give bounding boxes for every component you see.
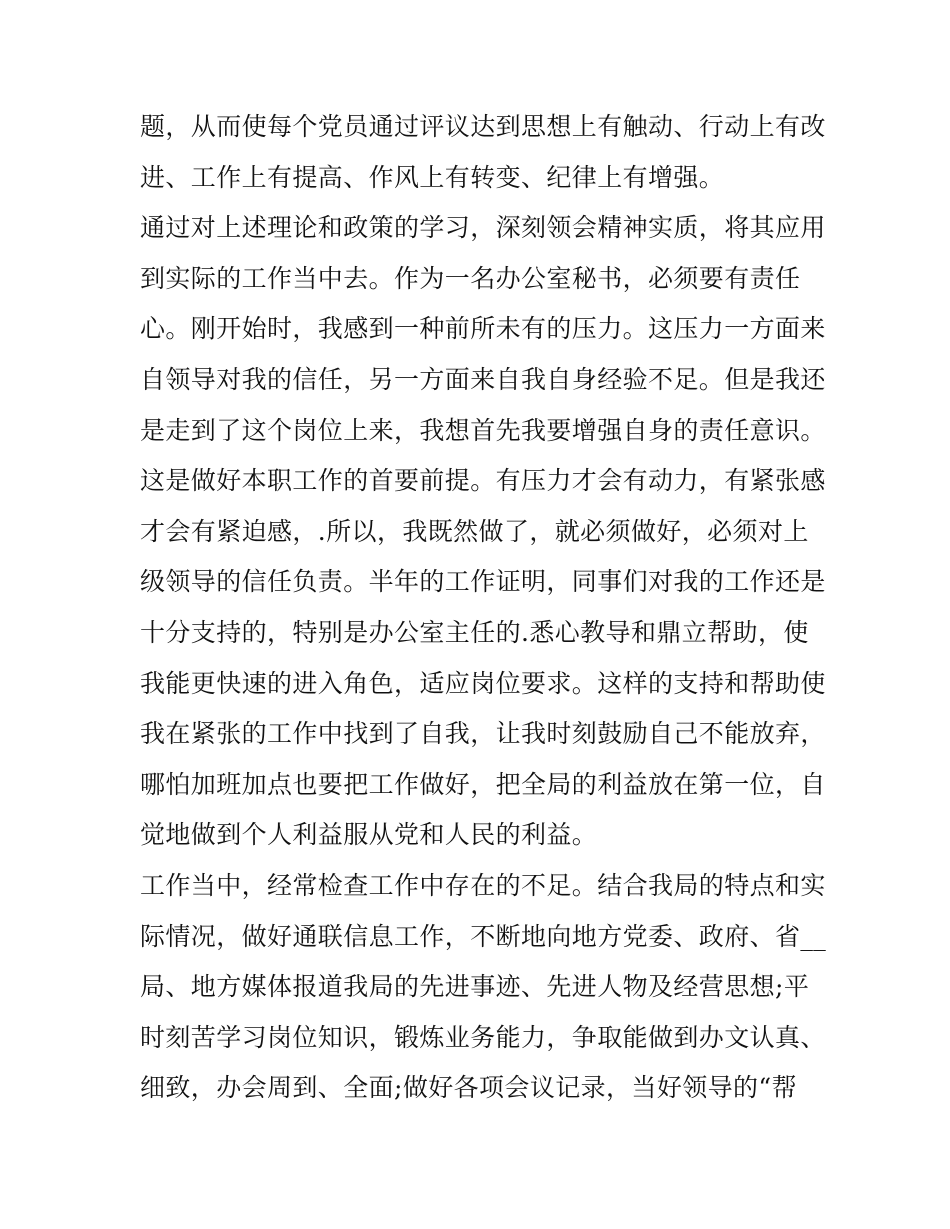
text-line: 级领导的信任负责。半年的工作证明，同事们对我的工作还是: [140, 567, 826, 597]
text-line: 通过对上述理论和政策的学习，深刻领会精神实质，将其应用: [140, 213, 826, 243]
text-line: 进、工作上有提高、作风上有转变、纪律上有增强。: [140, 162, 725, 192]
text-line: 我在紧张的工作中找到了自我，让我时刻鼓励自己不能放弃，: [140, 719, 826, 749]
text-line: 工作当中，经常检查工作中存在的不足。结合我局的特点和实: [140, 870, 826, 900]
text-line: 才会有紧迫感，.所以，我既然做了，就必须做好，必须对上: [140, 516, 809, 546]
text-line: 题，从而使每个党员通过评议达到思想上有触动、行动上有改: [140, 112, 826, 141]
text-line: 局、地方媒体报道我局的先进事迹、先进人物及经营思想;平: [140, 972, 810, 1002]
text-line: 十分支持的，特别是办公室主任的.悉心教导和鼎立帮助，使: [140, 617, 809, 647]
text-line: 到实际的工作当中去。作为一名办公室秘书，必须要有责任: [140, 263, 801, 293]
text-line: 哪怕加班加点也要把工作做好，把全局的利益放在第一位，自: [140, 769, 826, 799]
text-line: 际情况，做好通联信息工作，不断地向地方党委、政府、省__: [140, 921, 827, 951]
text-line: 我能更快速的进入角色，适应岗位要求。这样的支持和帮助使: [140, 668, 826, 698]
text-line: 自领导对我的信任，另一方面来自我自身经验不足。但是我还: [140, 364, 826, 394]
text-line: 细致，办会周到、全面;做好各项会议记录，当好领导的“帮: [140, 1073, 798, 1103]
text-line: 时刻苦学习岗位知识，锻炼业务能力，争取能做到办文认真、: [140, 1022, 826, 1052]
text-line: 是走到了这个岗位上来，我想首先我要增强自身的责任意识。: [140, 415, 826, 445]
text-line: 这是做好本职工作的首要前提。有压力才会有动力，有紧张感: [140, 466, 826, 496]
document-body: [140, 102, 827, 1114]
text-line: 觉地做到个人利益服从党和人民的利益。: [140, 820, 598, 850]
text-line: 心。刚开始时，我感到一种前所未有的压力。这压力一方面来: [140, 314, 826, 344]
